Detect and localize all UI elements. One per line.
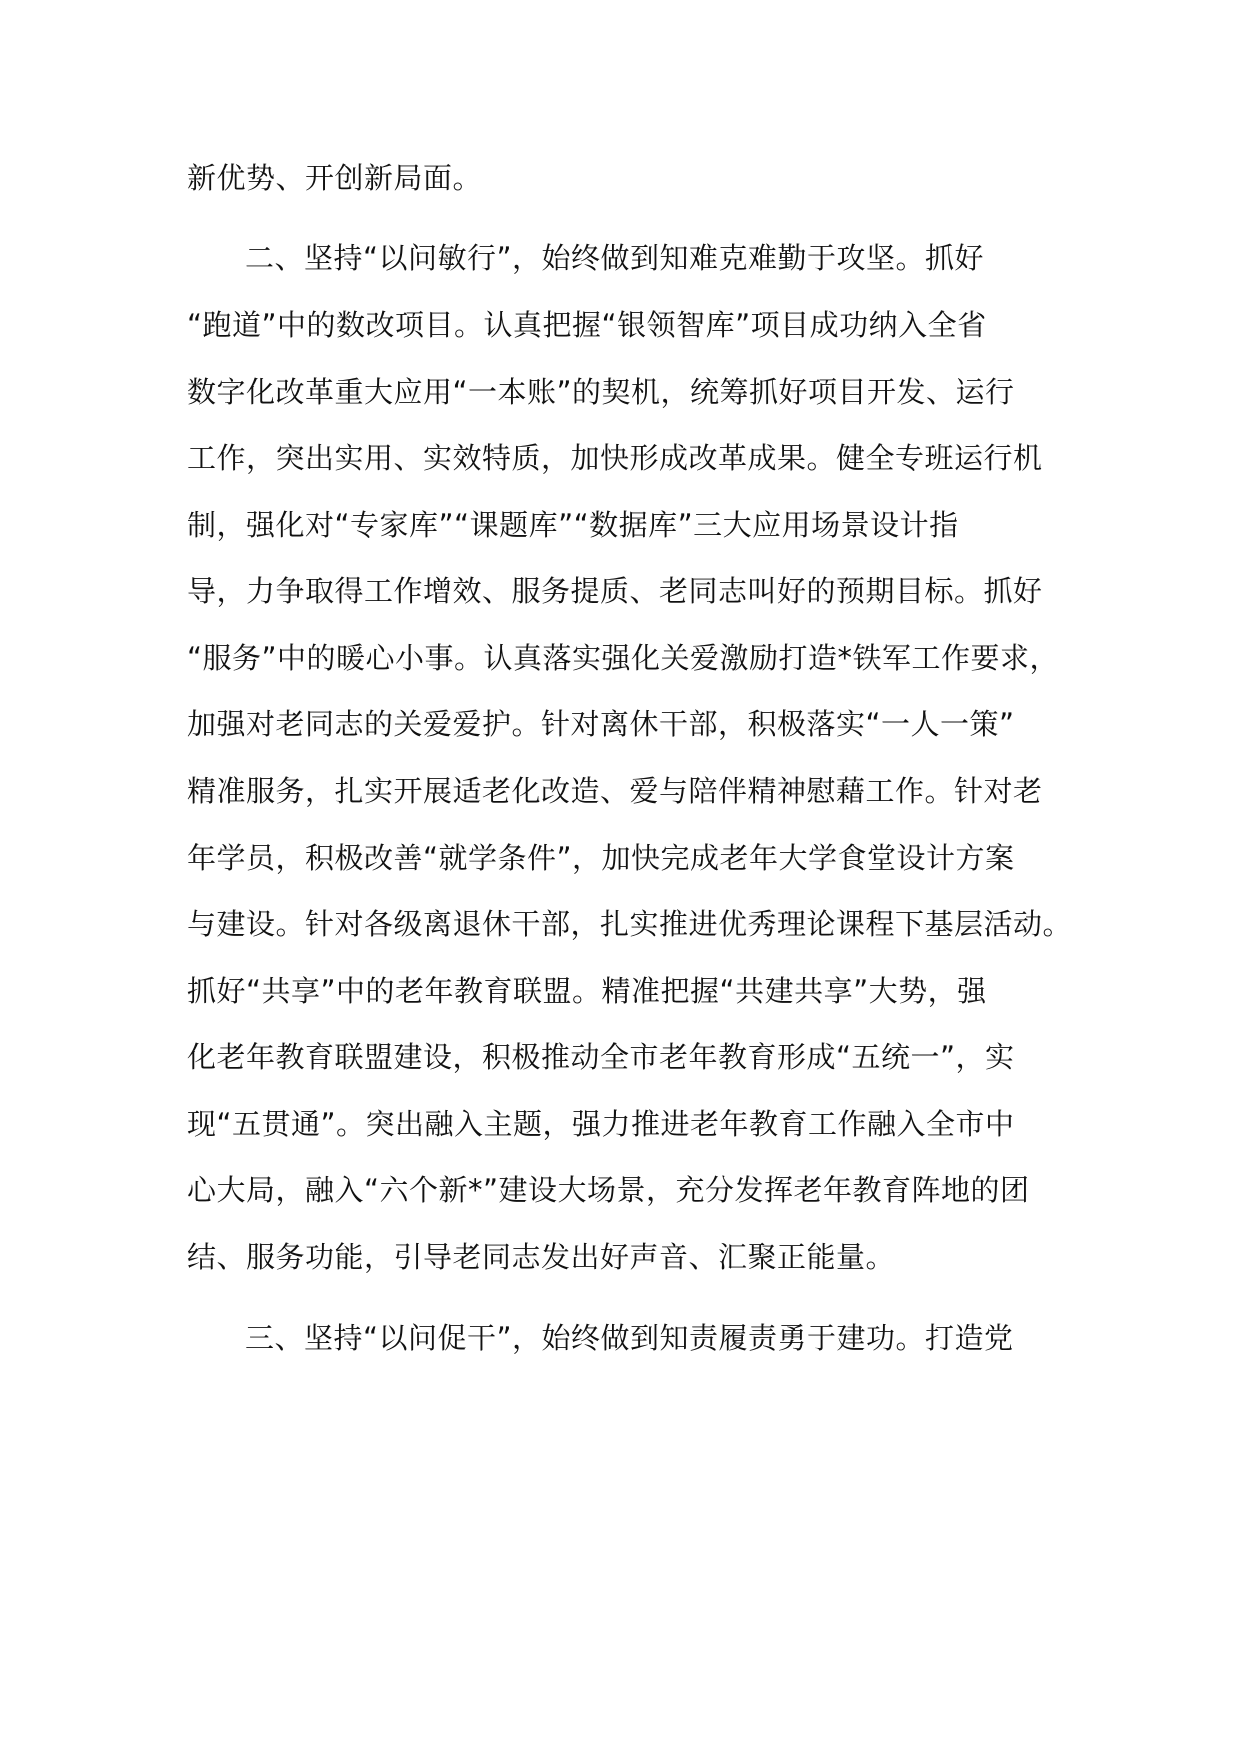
text-line: 三、坚持“以问促干”，始终做到知责履责勇于建功。打造党 — [245, 1321, 1014, 1355]
text-line: 结、服务功能，引导老同志发出好声音、汇聚正能量。 — [187, 1240, 896, 1274]
text-line: 化老年教育联盟建设，积极推动全市老年教育形成“五统一”，实 — [187, 1040, 1015, 1074]
text-line: 二、坚持“以问敏行”，始终做到知难克难勤于攻坚。抓好 — [245, 241, 985, 275]
text-line: 年学员，积极改善“就学条件”，加快完成老年大学食堂设计方案 — [187, 841, 1015, 875]
text-line: 制，强化对“专家库”“课题库”“数据库”三大应用场景设计指 — [187, 508, 959, 542]
text-line: “服务”中的暖心小事。认真落实强化关爱激励打造*铁军工作要求， — [187, 641, 1060, 675]
text-line: 导，力争取得工作增效、服务提质、老同志叫好的预期目标。抓好 — [187, 574, 1043, 608]
text-line: 精准服务，扎实开展适老化改造、爱与陪伴精神慰藉工作。针对老 — [187, 774, 1043, 808]
text-line: 与建设。针对各级离退休干部，扎实推进优秀理论课程下基层活动。 — [187, 907, 1073, 941]
text-line: 工作，突出实用、实效特质，加快形成改革成果。健全专班运行机 — [187, 441, 1043, 475]
text-line: 心大局，融入“六个新*”建设大场景，充分发挥老年教育阵地的团 — [187, 1173, 1030, 1207]
text-line: 加强对老同志的关爱爱护。针对离休干部，积极落实“一人一策” — [187, 707, 1015, 741]
text-line: 数字化改革重大应用“一本账”的契机，统筹抓好项目开发、运行 — [187, 375, 1015, 409]
text-line: 新优势、开创新局面。 — [187, 161, 483, 195]
text-line: 现“五贯通”。突出融入主题，强力推进老年教育工作融入全市中 — [187, 1107, 1015, 1141]
text-line: 抓好“共享”中的老年教育联盟。精准把握“共建共享”大势，强 — [187, 974, 987, 1008]
text-line: “跑道”中的数改项目。认真把握“银领智库”项目成功纳入全省 — [187, 308, 987, 342]
